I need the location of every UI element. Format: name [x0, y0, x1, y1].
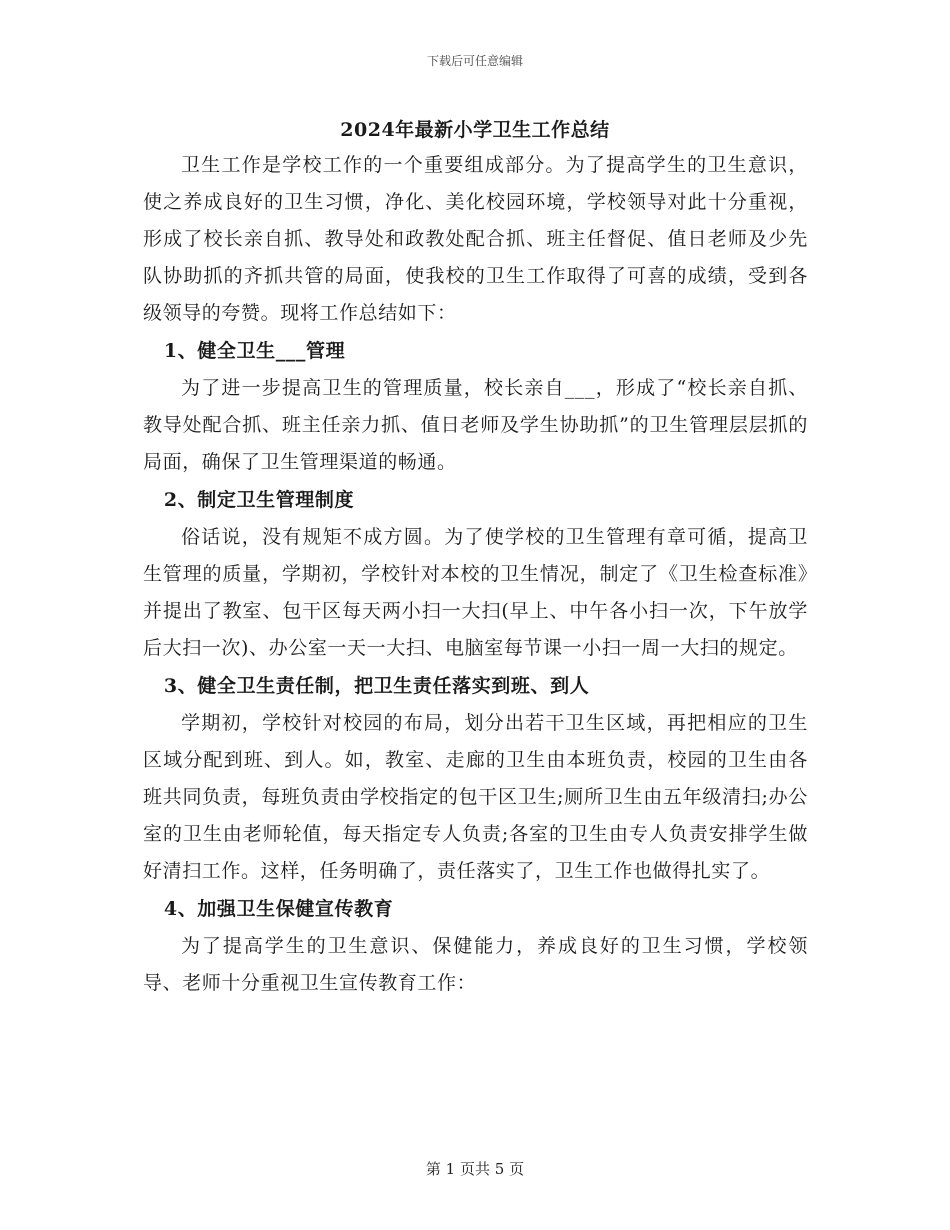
document-title: 2024年最新小学卫生工作总结: [340, 119, 610, 141]
page-number: 第 1 页共 5 页: [425, 1160, 525, 1178]
section-heading-2: 2、制定卫生管理制度: [163, 489, 355, 511]
document-body: [143, 147, 808, 1002]
section-paragraph-3: 学期初，学校针对校园的布局，划分出若干卫生区域，再把相应的卫生区域分配到班、到人。如，教室、走廊的卫生由本班负责，校园的卫生由各班共同负责，每班负责由学校指定的包干区卫生;厕所卫生由五年级清扫;办公室的卫生由老师轮值，每天指定专人负责;各室的卫生由专人负责安排学生做好清扫工作。这样，任务明确了，责任落实了，卫生工作也做得扎实了。: [143, 712, 808, 882]
section-heading-1: 1、健全卫生___管理: [163, 340, 346, 362]
page-header-note: 下载后可任意编辑: [426, 54, 523, 68]
section-paragraph-2: 俗话说，没有规矩不成方圆。为了使学校的卫生管理有章可循，提高卫生管理的质量，学期初，学校针对本校的卫生情况，制定了《卫生检查标准》并提出了教室、包干区每天两小扫一大扫(早上、中午各小扫一次，下午放学后大扫一次)、办公室一天一大扫、电脑室每节课一小扫一周一大扫的规定。: [143, 526, 808, 659]
section-paragraph-4: 为了提高学生的卫生意识、保健能力，养成良好的卫生习惯，学校领导、老师十分重视卫生宣传教育工作：: [143, 935, 808, 994]
section-heading-3: 3、健全卫生责任制，把卫生责任落实到班、到人: [163, 675, 590, 697]
section-paragraph-1: 为了进一步提高卫生的管理质量，校长亲自___，形成了“校长亲自抓、教导处配合抓、班主任亲力抓、值日老师及学生协助抓”的卫生管理层层抓的局面，确保了卫生管理渠道的畅通。: [143, 377, 808, 473]
section-heading-4: 4、加强卫生保健宣传教育: [163, 898, 394, 920]
intro-paragraph: 卫生工作是学校工作的一个重要组成部分。为了提高学生的卫生意识，使之养成良好的卫生习惯，净化、美化校园环境，学校领导对此十分重视，形成了校长亲自抓、教导处和政教处配合抓、班主任督促、值日老师及少先队协助抓的齐抓共管的局面，使我校的卫生工作取得了可喜的成绩，受到各级领导的夸赞。现将工作总结如下：: [143, 154, 808, 324]
